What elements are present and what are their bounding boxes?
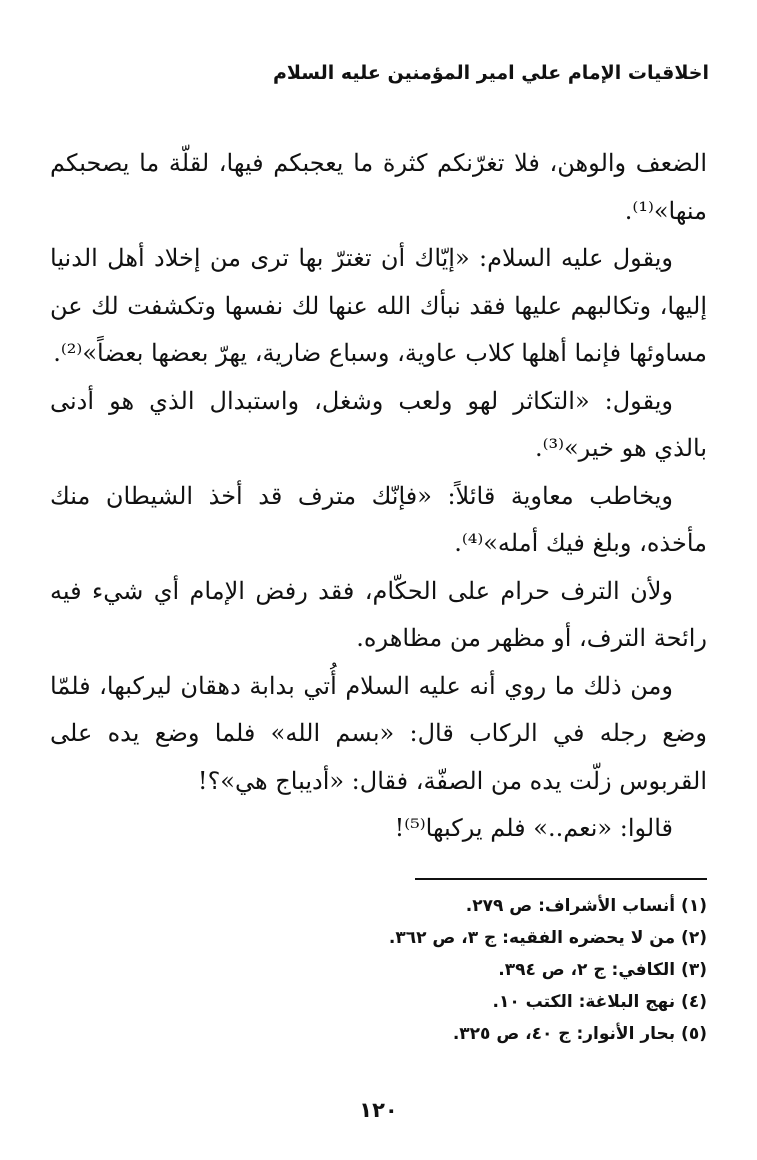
footnote-3: (٣) الكافي: ج ٢، ص ٣٩٤. (498, 960, 707, 980)
page-number: ١٢٠ (359, 1098, 398, 1122)
footnote-separator (415, 878, 707, 880)
running-header: اخلاقيات الإمام علي امير المؤمنين عليه السلام (272, 62, 709, 84)
body-text (50, 140, 707, 853)
footnote-4: (٤) نهج البلاغة: الكتب ١٠. (492, 992, 707, 1012)
paragraph-1: الضعف والوهن، فلا تغرّنكم كثرة ما يعجبكم فيها، لقلّة ما يصحبكم منها»⁽¹⁾. (50, 149, 707, 225)
footnote-5: (٥) بحار الأنوار: ج ٤٠، ص ٣٢٥. (452, 1024, 707, 1044)
paragraph-4: ويخاطب معاوية قائلاً: «فإنّك مترف قد أخذ الشيطان منك مأخذه، وبلغ فيك أمله»⁽⁴⁾. (50, 481, 707, 557)
paragraph-7: قالوا: «نعم..» فلم يركبها⁽⁵⁾! (394, 814, 673, 842)
paragraph-6: ومن ذلك ما روي أنه عليه السلام أُتي بدابة دهقان ليركبها، فلمّا وضع رجله في الركاب قال: «بسم الله» فلما وضع يده على القربوس زلّت يده من الصفّة، فقال: «أديباج هي»؟! (50, 671, 707, 795)
paragraph-5: ولأن الترف حرام على الحكّام، فقد رفض الإمام أي شيء فيه رائحة الترف، أو مظهر من مظاهره. (50, 576, 707, 652)
paragraph-2: ويقول عليه السلام: «إيّاك أن تغترّ بها ترى من إخلاد أهل الدنيا إليها، وتكالبهم عليها فقد نبأك الله عنها لك نفسها وتكشفت لك عن مساوئها فإنما أهلها كلاب عاوية، وسباع ضارية، يهرّ بعضها بعضاً»⁽²⁾. (50, 244, 707, 367)
footnote-1: (١) أنساب الأشراف: ص ٢٧٩. (465, 896, 707, 916)
paragraph-3: ويقول: «التكاثر لهو ولعب وشغل، واستبدال الذي هو أدنى بالذي هو خير»⁽³⁾. (50, 386, 707, 462)
footnote-2: (٢) من لا يحضره الفقيه: ج ٣، ص ٣٦٢. (388, 928, 707, 948)
footnotes (50, 890, 707, 1050)
